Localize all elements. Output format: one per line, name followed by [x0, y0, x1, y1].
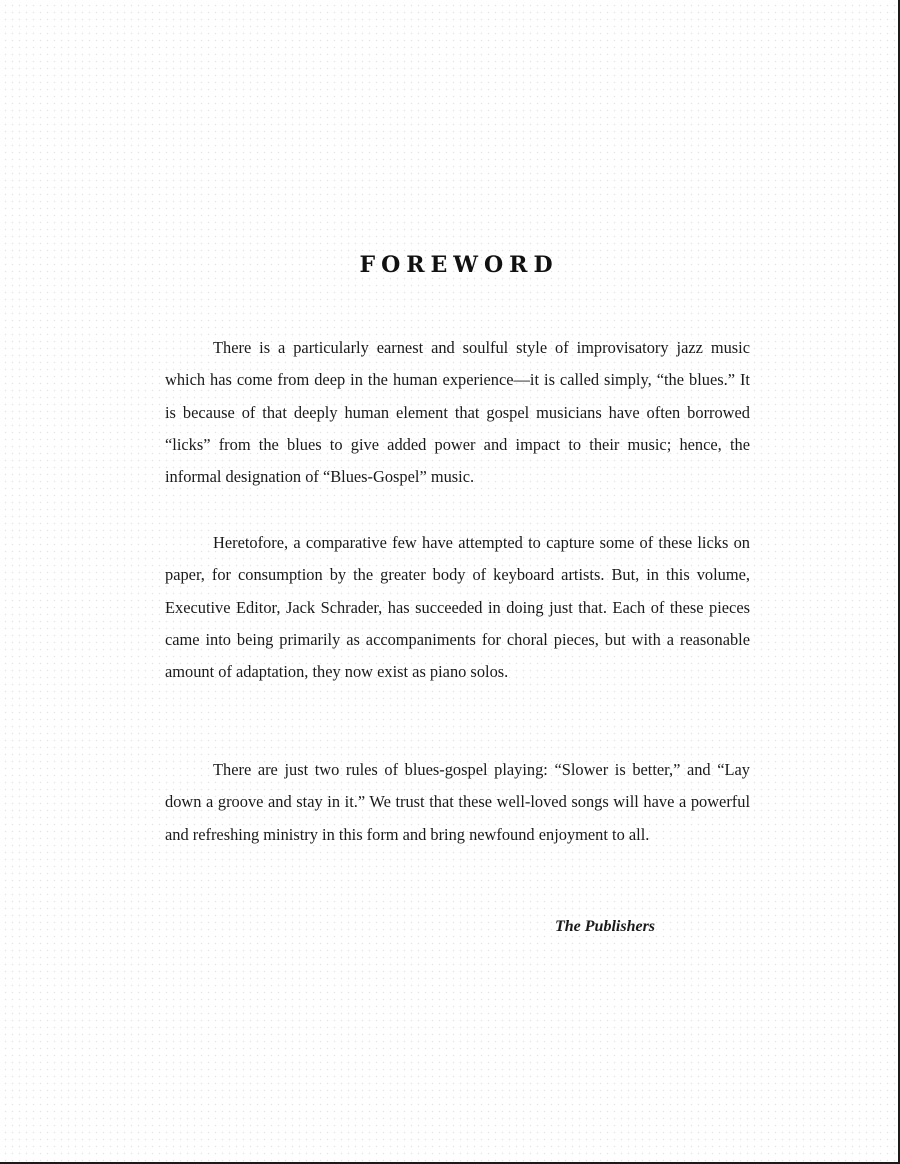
foreword-paragraph-1: There is a particularly earnest and soulful style of improvisatory jazz music which has come from deep in the human experience—it is called simply, “the blues.” It is because of that deeply human element that gospel musicians have often borrowed “licks” from the blues to give added power and impact to their music; hence, the informal designation of “Blues-Gospel” music. [165, 338, 750, 487]
foreword-paragraph-3: There are just two rules of blues-gospel playing: “Slower is better,” and “Lay down a groove and stay in it.” We trust that these well-loved songs will have a powerful and refreshing ministry in this form and bring newfound enjoyment to all. [165, 760, 750, 844]
signature: The Publishers [555, 918, 656, 935]
foreword-paragraph-2: Heretofore, a comparative few have attempted to capture some of these licks on paper, for consumption by the greater body of keyboard artists. But, in this volume, Executive Editor, Jack Schrader, has succeeded in doing just that. Each of these pieces came into being primarily as accompaniments for choral pieces, but with a reasonable amount of adaptation, they now exist as piano solos. [165, 533, 750, 682]
page-title: FOREWORD [359, 252, 559, 278]
